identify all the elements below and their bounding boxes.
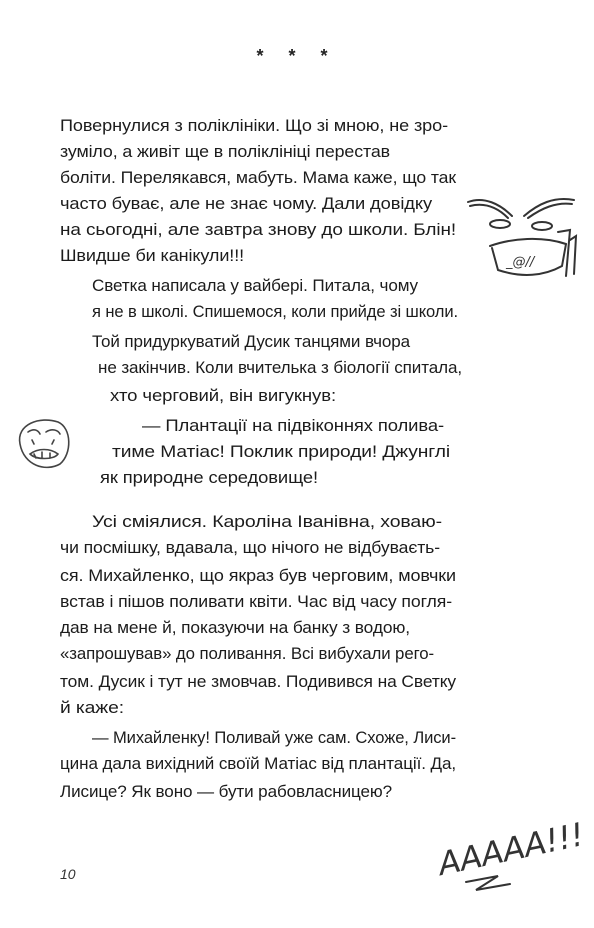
- text-line: хто черговий, він вигукнув:: [110, 387, 336, 405]
- text-line: зуміло, а живіт ще в поліклініці перестав: [60, 143, 390, 161]
- shout-doodle-icon: [432, 786, 588, 898]
- text-line: — Михайленку! Поливай уже сам. Схоже, Лиси-: [92, 729, 456, 747]
- text-line: не закінчив. Коли вчителька з біології спитала,: [98, 359, 462, 377]
- text-line: Усі сміялися. Кароліна Іванівна, ховаю-: [92, 513, 442, 531]
- crying-face-doodle-icon: [10, 410, 76, 476]
- doodle-shout-text: ААААА!!!: [434, 815, 588, 884]
- text-line: Повернулися з поліклініки. Що зі мною, не зро-: [60, 117, 448, 135]
- text-line: часто буває, але не знає чому. Дали довідку: [60, 195, 432, 213]
- text-line: я не в школі. Спишемося, коли прийде зі школи.: [92, 303, 458, 321]
- text-line: Той придуркуватий Дусик танцями вчора: [92, 333, 410, 351]
- doodle-face-text: _@//: [506, 255, 535, 270]
- page-number: 10: [60, 866, 76, 882]
- angry-face-doodle-icon: [462, 186, 580, 298]
- text-line: на сьогодні, але завтра знову до школи. Блін!: [60, 221, 457, 239]
- text-line: том. Дусик і тут не змовчав. Подивився на Светку: [60, 673, 456, 691]
- text-line: цина дала вихідний своїй Матіас від плантації. Да,: [60, 755, 456, 773]
- text-line: встав і пішов поливати квіти. Час від часу погля-: [60, 593, 452, 611]
- text-line: тиме Матіас! Поклик природи! Джунглі: [112, 443, 450, 461]
- text-line: й каже:: [60, 699, 124, 717]
- text-line: Светка написала у вайбері. Питала, чому: [92, 277, 418, 295]
- text-line: як природне середовище!: [100, 469, 318, 487]
- text-line: — Плантації на підвіконнях полива-: [142, 417, 444, 435]
- section-break: * * *: [256, 46, 338, 66]
- text-line: Лисице? Як воно — бути рабовласницею?: [60, 783, 392, 801]
- text-line: «запрошував» до поливання. Всі вибухали рего-: [60, 645, 434, 663]
- text-line: боліти. Перелякався, мабуть. Мама каже, що так: [60, 169, 456, 187]
- text-line: дав на мене й, показуючи на банку з водою,: [60, 619, 410, 637]
- text-line: Швидше би канікули!!!: [60, 247, 244, 265]
- text-line: чи посмішку, вдавала, що нічого не відбуваєть-: [60, 539, 440, 557]
- text-line: ся. Михайленко, що якраз був черговим, мовчки: [60, 567, 456, 585]
